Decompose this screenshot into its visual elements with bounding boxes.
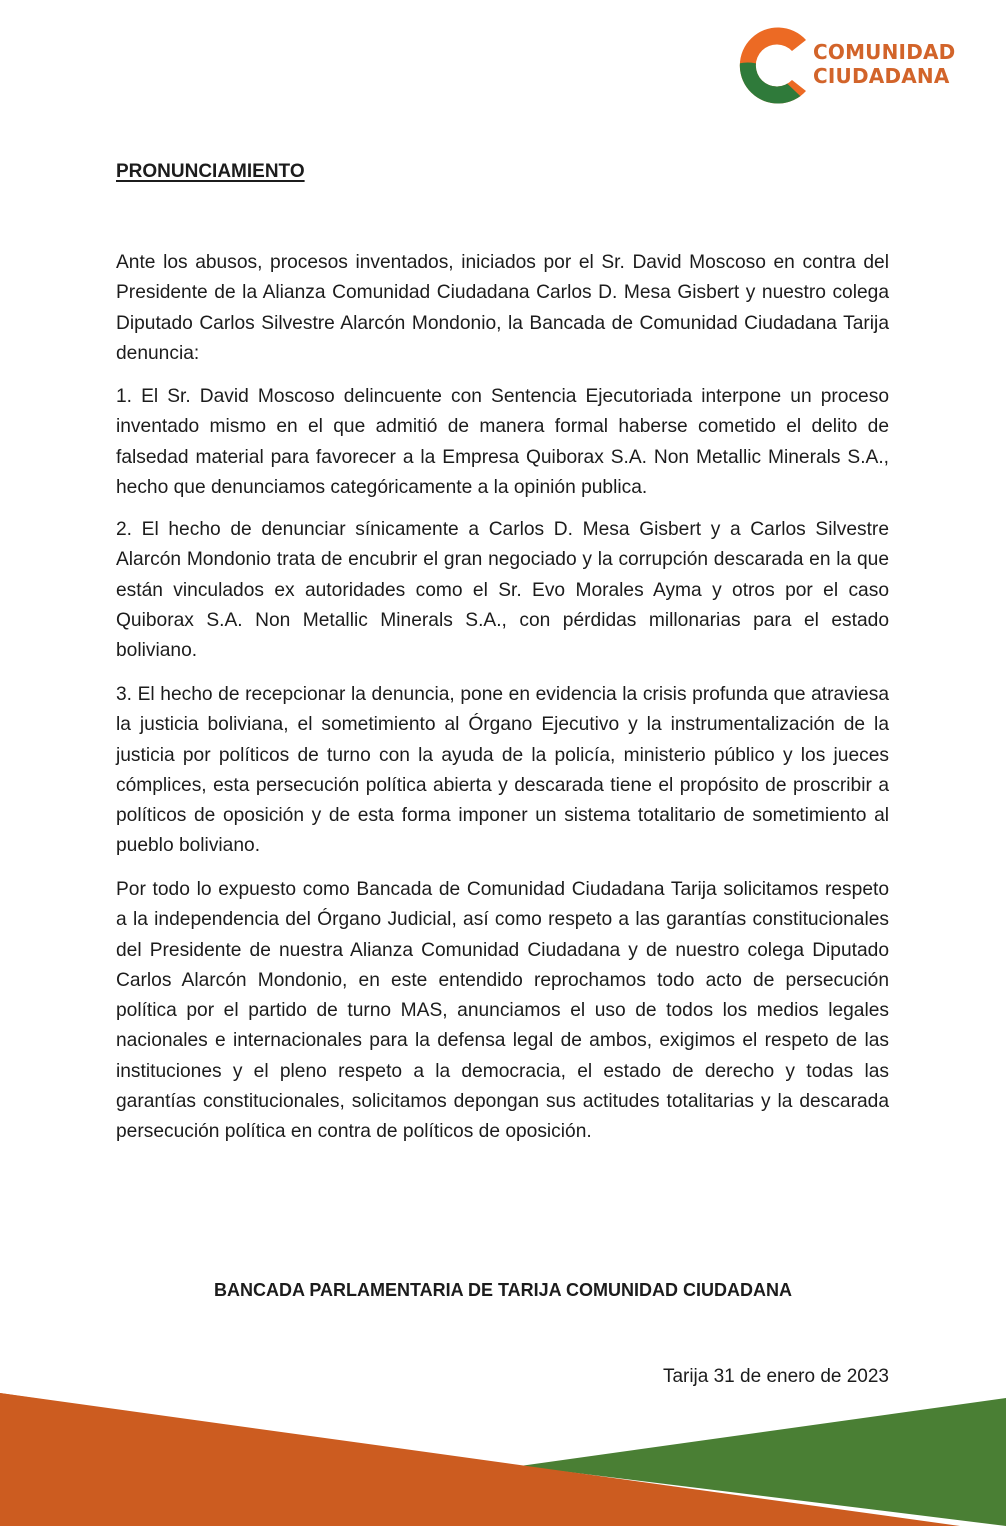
footer-green-band bbox=[520, 1398, 1006, 1526]
paragraph-text: Por todo lo expuesto como Bancada de Comunidad Ciudadana Tarija solicitamos respeto a la independencia del Órgano Judicial, así como respeto a las garantías constitucionales del Presidente de nuestra Alianza Comunidad Ciudadana y de nuestro colega Diputado Carlos Alarcón Mondonio, en este entendido reprochamos todo acto de persecución política por el partido de turno MAS, anunciamos el uso de todos los medios legales nacionales e internacionales para la defensa legal de ambos, exigimos el respeto de las instituciones y el pleno respeto a la democracia, el estado de derecho y todas las garantías constitucionales, solicitamos depongan sus actitudes totalitarias y la descarada persecución política en contra de políticos de oposición. bbox=[116, 879, 889, 1143]
logo-c-icon bbox=[728, 18, 818, 113]
logo-wordmark bbox=[813, 40, 955, 88]
document-title: PRONUNCIAMIENTO bbox=[116, 161, 305, 182]
logo-line-2: CIUDADANA bbox=[813, 64, 950, 88]
logo-c-green bbox=[728, 62, 818, 113]
footer-orange-band bbox=[0, 1393, 1006, 1526]
paragraph-text: Ante los abusos, procesos inventados, iniciados por el Sr. David Moscoso en contra del Presidente de la Alianza Comunidad Ciudadana Carlos D. Mesa Gisbert y nuestro colega Diputado Carlos Silvestre Alarcón Mondonio, la Bancada de Comunidad Ciudadana Tarija denuncia: bbox=[116, 252, 889, 364]
signature-line: BANCADA PARLAMENTARIA DE TARIJA COMUNIDAD CIUDADANA bbox=[214, 1280, 792, 1300]
conclusion-paragraph bbox=[116, 875, 889, 1148]
document-date: Tarija 31 de enero de 2023 bbox=[662, 1366, 889, 1387]
paragraph-text: 1. El Sr. David Moscoso delincuente con Sentencia Ejecutoriada interpone un proceso inventado mismo en el que admitió de manera formal haberse cometido el delito de falsedad material para favorecer a la Empresa Quiborax S.A. Non Metallic Minerals S.A., hecho que denunciamos categóricamente a la opinión publica. bbox=[116, 386, 889, 498]
point-1-paragraph bbox=[116, 382, 889, 503]
logo-line-1: COMUNIDAD bbox=[813, 40, 956, 64]
intro-paragraph bbox=[116, 248, 889, 369]
paragraph-text: 3. El hecho de recepcionar la denuncia, pone en evidencia la crisis profunda que atraviesa la justicia boliviana, el sometimiento al Órgano Ejecutivo y la instrumentalización de la justicia por políticos de turno con la ayuda de la policía, ministerio público y los jueces cómplices, esta persecución política abierta y descarada tiene el propósito de proscribir a políticos de oposición y de esta forma imponer un sistema totalitario de sometimiento al pueblo boliviano. bbox=[116, 684, 889, 857]
point-2-paragraph bbox=[116, 515, 889, 666]
paragraph-text: 2. El hecho de denunciar sínicamente a Carlos D. Mesa Gisbert y a Carlos Silvestre Alarcón Mondonio trata de encubrir el gran negociado y la corrupción descarada en la que están vinculados ex autoridades como el Sr. Evo Morales Ayma y otros por el caso Quiborax S.A. Non Metallic Minerals S.A., con pérdidas millonarias para el estado boliviano. bbox=[116, 519, 889, 662]
comunidad-ciudadana-logo bbox=[728, 18, 978, 113]
footer-orange-fill bbox=[0, 1393, 960, 1526]
point-3-paragraph bbox=[116, 680, 889, 862]
